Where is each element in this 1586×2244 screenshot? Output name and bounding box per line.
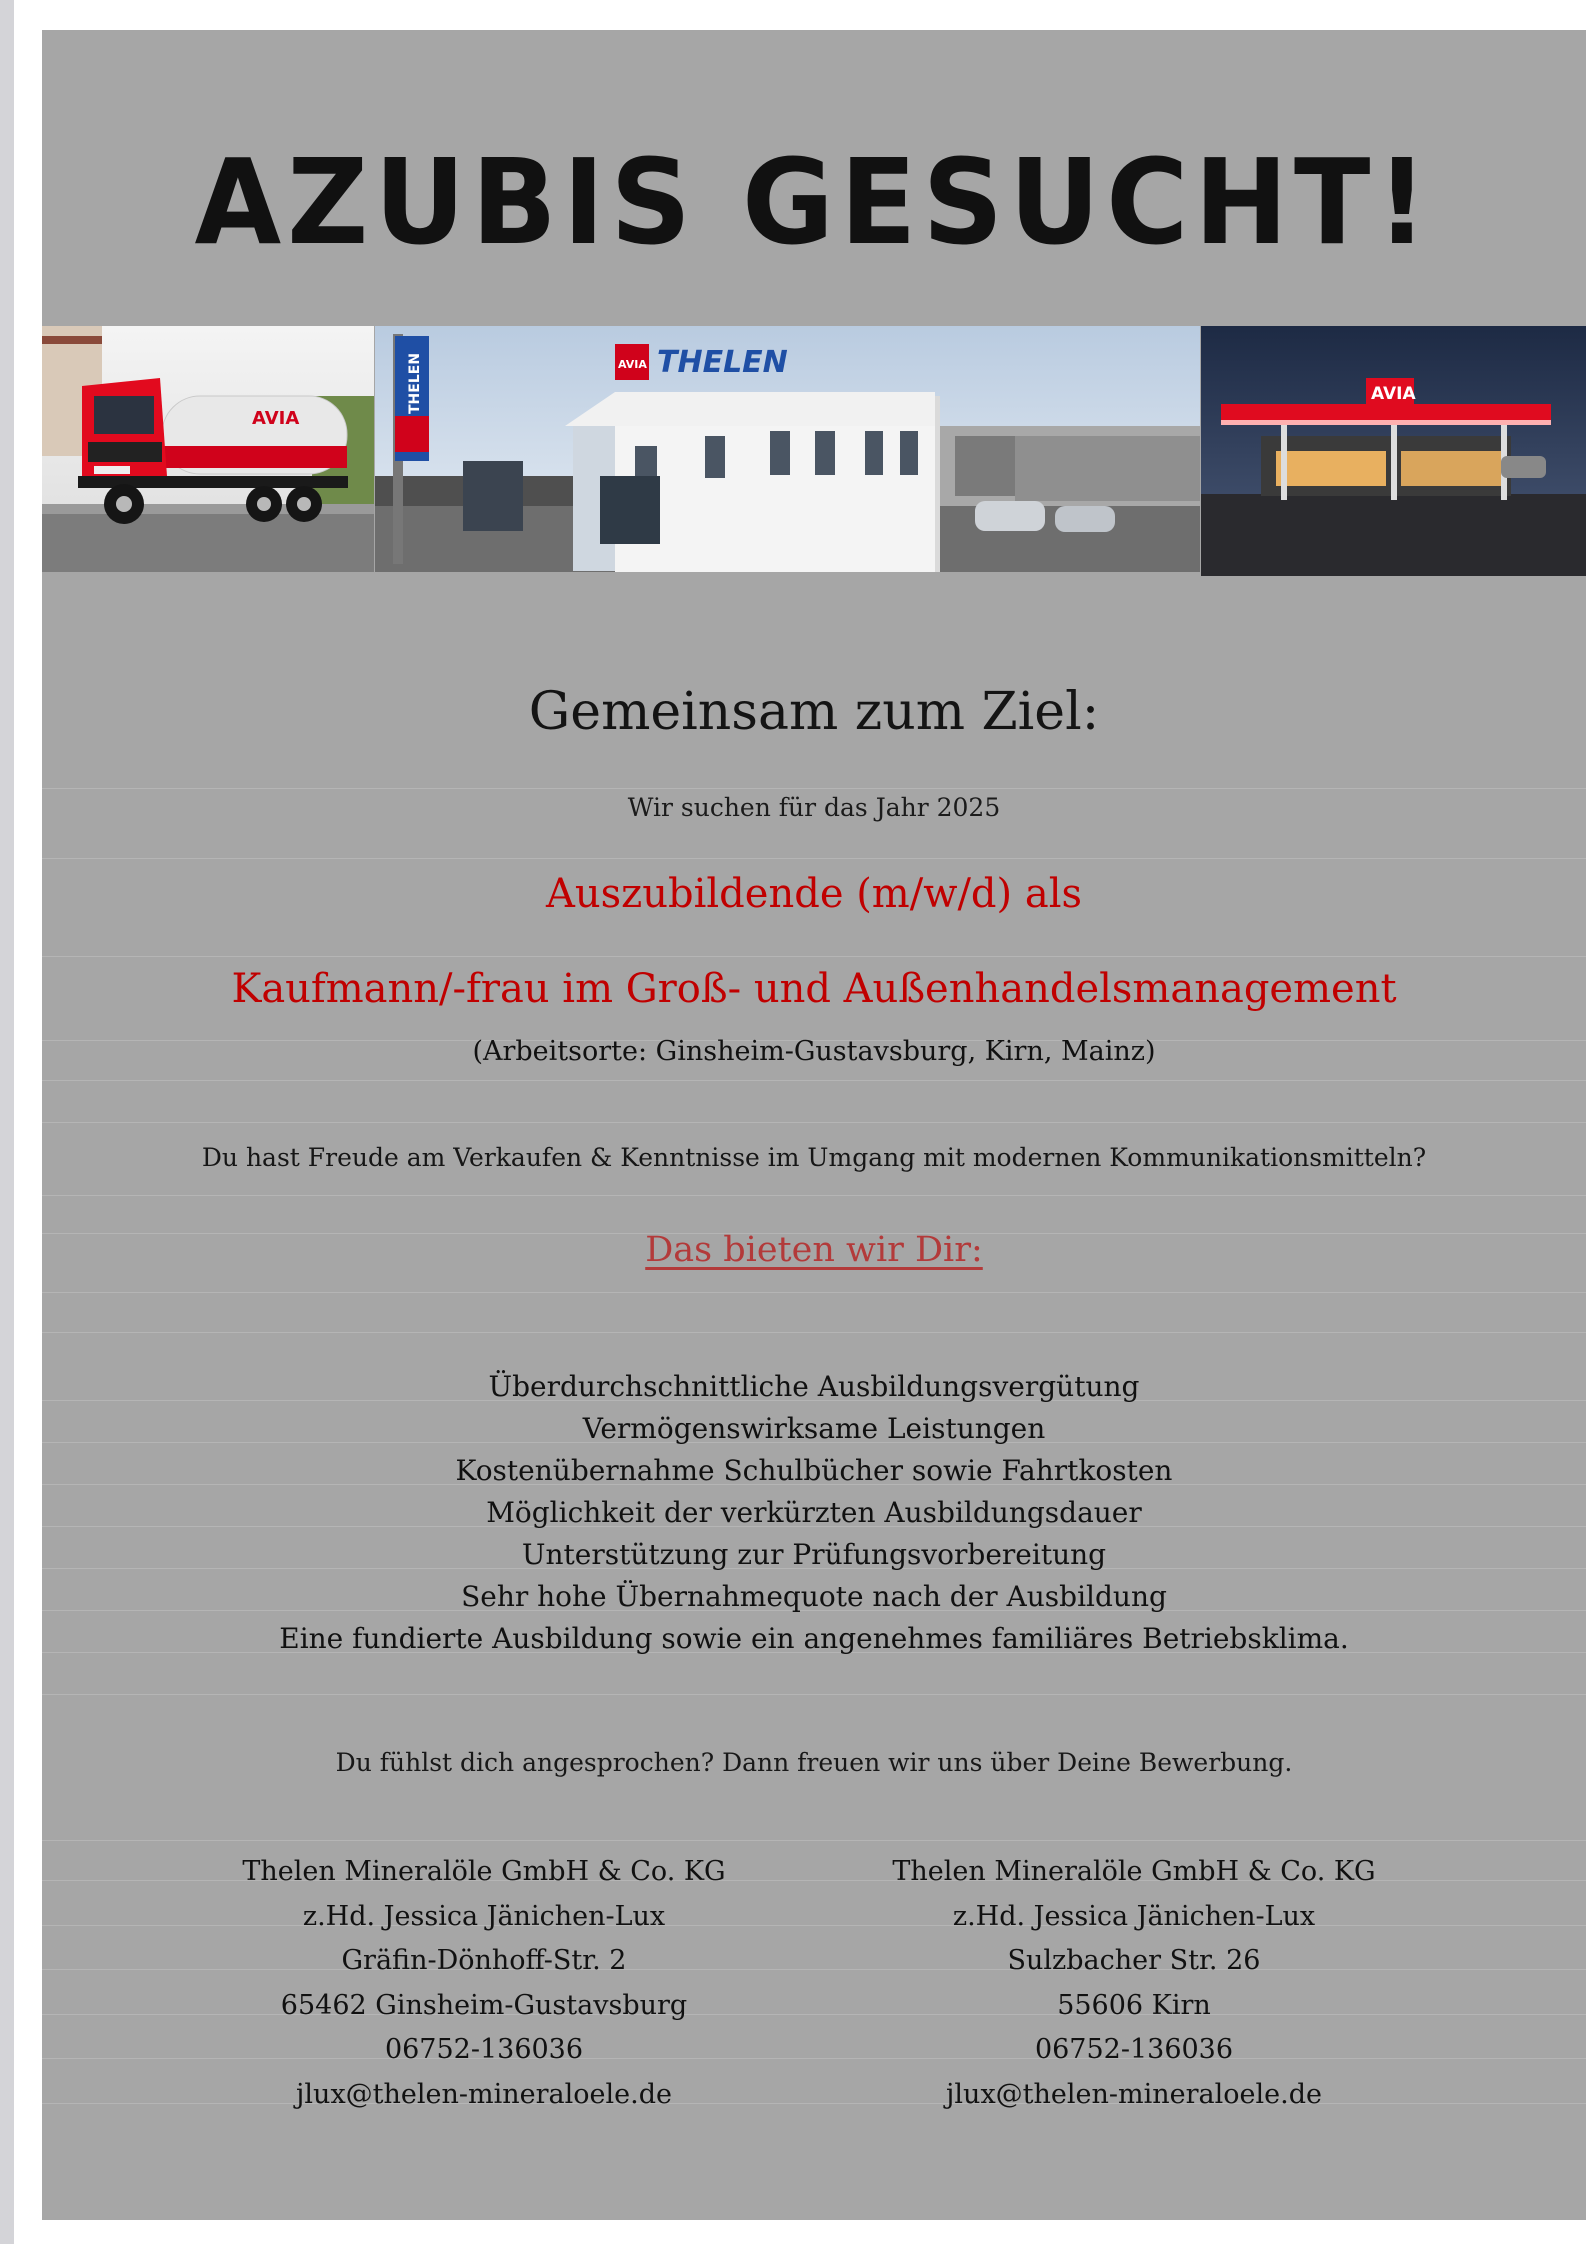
street-address: Gräfin-Dönhoff-Str. 2 xyxy=(341,1945,627,1976)
flag-thelen-text: THELEN xyxy=(407,352,423,414)
text-rule xyxy=(42,858,1586,859)
photo-banner xyxy=(42,326,1586,578)
benefit-item: Vermögenswirksame Leistungen xyxy=(582,1412,1046,1445)
gas-station-photo xyxy=(1201,326,1586,576)
email-link[interactable]: jlux@thelen-mineraloele.de xyxy=(296,2078,672,2110)
company-name: Thelen Mineralöle GmbH & Co. KG xyxy=(242,1856,726,1887)
benefit-item: Unterstützung zur Prüfungsvorbereitung xyxy=(521,1538,1107,1571)
text-rule xyxy=(42,1122,1586,1123)
offer-heading: Das bieten wir Dir: xyxy=(645,1230,983,1270)
benefit-item: Möglichkeit der verkürzten Ausbildungsdauer xyxy=(486,1496,1142,1529)
text-rule xyxy=(42,1292,1586,1293)
phone-number[interactable]: 06752-136036 xyxy=(384,2034,584,2065)
building-thelen-text: THELEN xyxy=(657,345,788,380)
year-line: Wir suchen für das Jahr 2025 xyxy=(627,793,1001,822)
benefit-item: Kostenübernahme Schulbücher sowie Fahrtkosten xyxy=(455,1454,1173,1487)
closing-line: Du fühlst dich angesprochen? Dann freuen wir uns über Deine Bewerbung. xyxy=(335,1748,1293,1777)
candidate-question: Du hast Freude am Verkaufen & Kenntnisse im Umgang mit modernen Kommunikationsmitteln? xyxy=(201,1143,1427,1172)
text-rule xyxy=(42,788,1586,789)
company-name: Thelen Mineralöle GmbH & Co. KG xyxy=(892,1856,1376,1887)
position-line-1: Auszubildende (m/w/d) als xyxy=(545,871,1083,917)
building-avia-text: AVIA xyxy=(618,358,647,371)
address-block-ginsheim xyxy=(164,1850,804,2117)
email-link[interactable]: jlux@thelen-mineraloele.de xyxy=(946,2078,1322,2110)
headline: AZUBIS GESUCHT! xyxy=(194,134,1434,272)
tanker-avia-text: AVIA xyxy=(252,408,300,429)
section-title: Gemeinsam zum Ziel: xyxy=(528,682,1100,742)
text-rule xyxy=(42,1080,1586,1081)
address-block-kirn xyxy=(814,1850,1454,2117)
benefit-item: Überdurchschnittliche Ausbildungsvergütung xyxy=(488,1370,1140,1403)
tanker-truck-photo xyxy=(42,326,374,572)
phone-number[interactable]: 06752-136036 xyxy=(1034,2034,1234,2065)
flyer-sheet xyxy=(42,30,1586,2220)
benefit-item: Eine fundierte Ausbildung sowie ein angenehmes familiäres Betriebsklima. xyxy=(279,1622,1349,1655)
text-rule xyxy=(42,1332,1586,1333)
benefit-list xyxy=(42,1366,1586,1660)
depot-building-photo xyxy=(375,326,1200,572)
contact-person: z.Hd. Jessica Jänichen-Lux xyxy=(302,1900,666,1932)
text-rule xyxy=(42,1195,1586,1196)
station-avia-text: AVIA xyxy=(1371,384,1416,404)
text-rule xyxy=(42,1840,1586,1841)
page-edge xyxy=(0,0,14,2244)
contact-person: z.Hd. Jessica Jänichen-Lux xyxy=(952,1900,1316,1932)
postal-city: 55606 Kirn xyxy=(1057,1989,1211,2021)
postal-city: 65462 Ginsheim-Gustavsburg xyxy=(280,1989,688,2021)
street-address: Sulzbacher Str. 26 xyxy=(1007,1945,1261,1976)
work-locations: (Arbeitsorte: Ginsheim-Gustavsburg, Kirn, Mainz) xyxy=(472,1036,1156,1067)
position-line-2: Kaufmann/-frau im Groß- und Außenhandelsmanagement xyxy=(231,966,1397,1012)
text-rule xyxy=(42,1694,1586,1695)
benefit-item: Sehr hohe Übernahmequote nach der Ausbildung xyxy=(461,1580,1167,1613)
text-rule xyxy=(42,956,1586,957)
